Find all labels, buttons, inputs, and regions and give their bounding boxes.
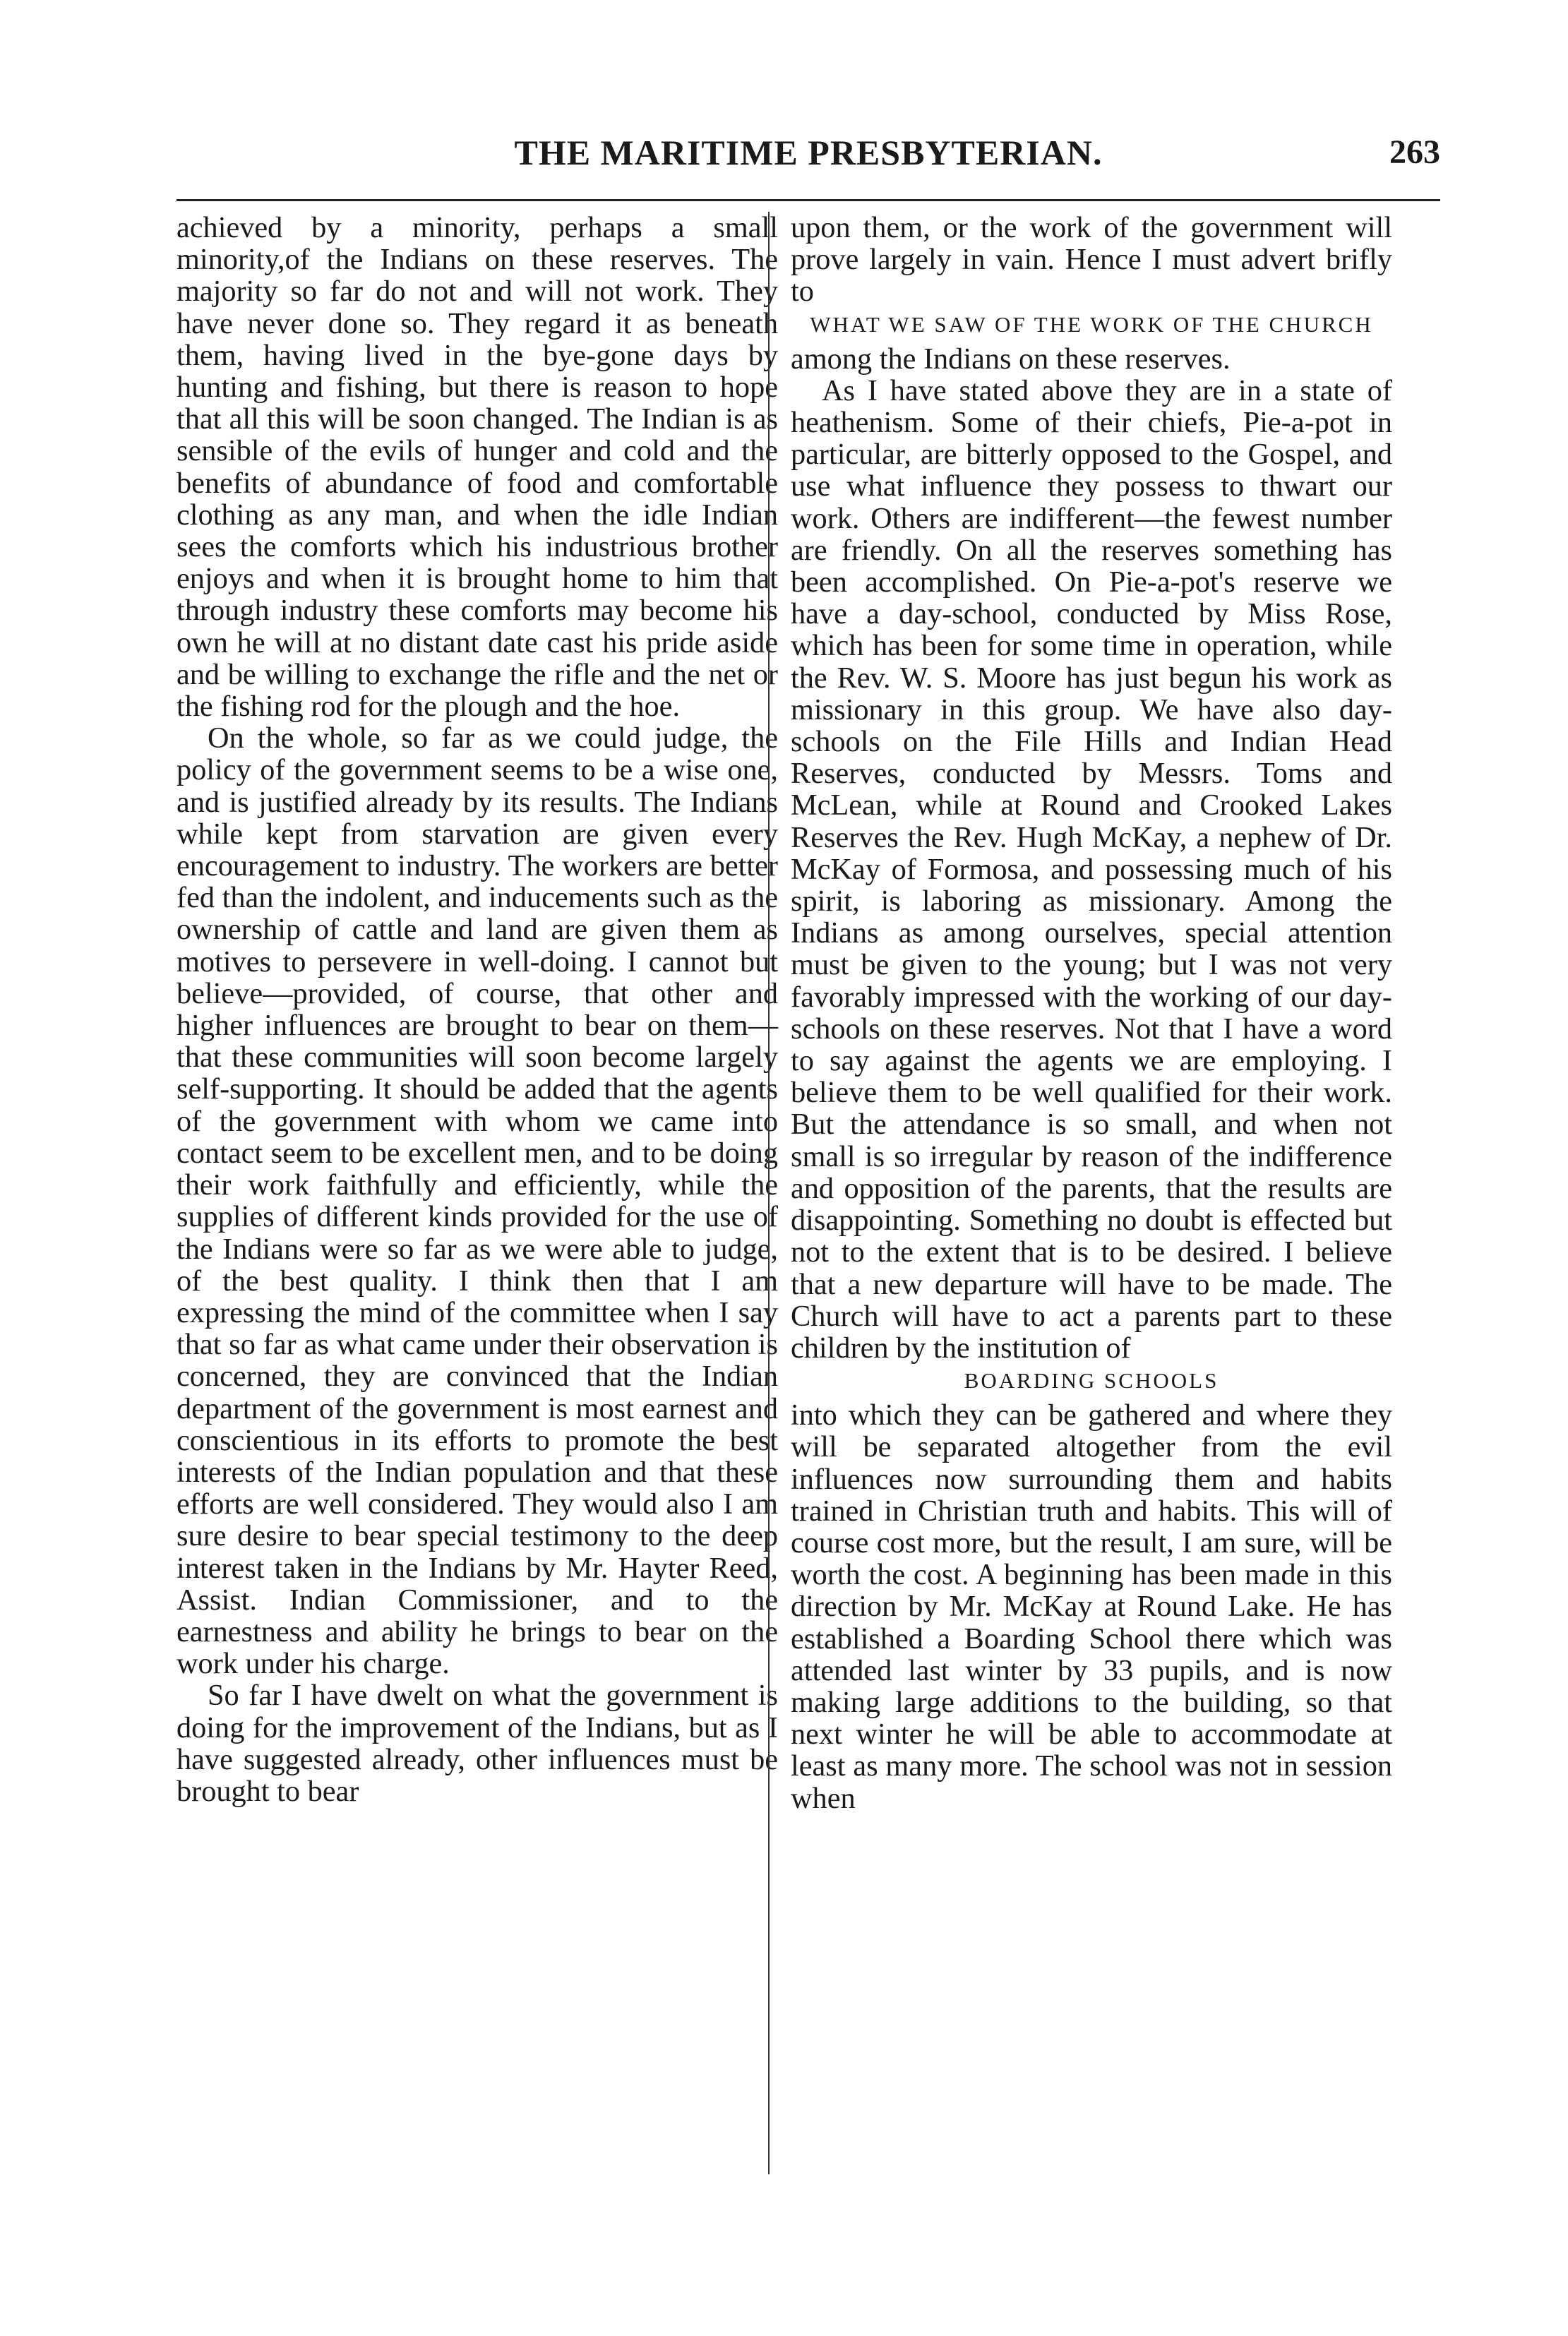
journal-title: THE MARITIME PRESBYTERIAN. — [514, 133, 1103, 172]
paragraph: On the whole, so far as we could judge, the policy of the government seems to be a wise one, and is justified already by its results. The Indians while kept from starvation are given every encouragement to industry. The workers are better fed than the indolent, and inducements such as the ownership of cattle and land are given them as motives to persevere in well-doing. I cannot but believe—provided, of course, that other and higher influences are brought to bear on them—that these communities will soon become largely self-supporting. It should be added that the agents of the government with whom we came into contact seem to be excellent men, and to be doing their work faithfully and efficiently, while the supplies of different kinds provided for the use of the Indians were so far as we were able to judge, of the best quality. I think then that I am expressing the mind of the committee when I say that so far as what came under their observation is concerned, they are convinced that the Indian department of the government is most earnest and conscientious in its efforts to promote the best interests of the Indian population and that these efforts are well considered. They would also I am sure desire to bear special testimony to the deep interest taken in the Indians by Mr. Hayter Reed, Assist. Indian Commissioner, and to the earnestness and ability he brings to bear on the work under his charge. — [176, 721, 778, 1681]
paragraph: So far I have dwelt on what the government is doing for the improvement of the Indians, but as I have suggested already, other influences must be brought to bear — [176, 1679, 778, 1808]
paragraph: among the Indians on these reserves. — [791, 342, 1231, 376]
paragraph: upon them, or the work of the government will prove largely in vain. Hence I must advert brifly to — [791, 211, 1392, 309]
right-column — [791, 212, 1392, 1814]
page-number: 263 — [1389, 133, 1440, 171]
paragraph: achieved by a minority, perhaps a small minority,of the Indians on these reserves. The majority so far do not and will not work. They have never done so. They regard it as beneath them, having lived in the bye-gone days by hunting and fishing, but there is reason to hope that all this will be soon changed. The Indian is as sensible of the evils of hunger and cold and the benefits of abundance of food and comfortable clothing as any man, and when the idle Indian sees the comforts which his industrious brother enjoys and when it is brought home to him that through industry these comforts may become his own he will at no distant date cast his pride aside and be willing to exchange the rifle and the net or the fishing rod for the plough and the hoe. — [176, 211, 778, 724]
column-divider — [768, 212, 770, 2174]
section-heading: WHAT WE SAW OF THE WORK OF THE CHURCH — [810, 311, 1373, 337]
running-header — [176, 131, 1440, 181]
left-column — [176, 212, 778, 1807]
header-rule — [176, 199, 1440, 201]
paragraph: into which they can be gathered and where they will be separated altogether from the evil influences now surrounding them and habits trained in Christian truth and habits. This will of course cost more, but the result, I am sure, will be worth the cost. A beginning has been made in this direction by Mr. McKay at Round Lake. He has established a Boarding School there which was attended last winter by 33 pupils, and is now making large additions to the building, so that next winter he will be able to accommodate at least as many more. The school was not in session when — [791, 1398, 1392, 1815]
paragraph: As I have stated above they are in a state of heathenism. Some of their chiefs, Pie-a-pot in particular, are bitterly opposed to the Gospel, and use what influence they possess to thwart our work. Others are indifferent—the fewest number are friendly. On all the reserves something has been accomplished. On Pie-a-pot's reserve we have a day-school, conducted by Miss Rose, which has been for some time in operation, while the Rev. W. S. Moore has just begun his work as missionary in this group. We have also day-schools on the File Hills and Indian Head Reserves, conducted by Messrs. Toms and McLean, while at Round and Crooked Lakes Reserves the Rev. Hugh McKay, a nephew of Dr. McKay of Formosa, and possessing much of his spirit, is laboring as missionary. Among the Indians as among ourselves, special attention must be given to the young; but I was not very favorably impressed with the working of our day-schools on these reserves. Not that I have a word to say against the agents we are employing. I believe them to be well qualified for their work. But the attendance is so small, and when not small is so irregular by reason of the indifference and opposition of the parents, that the results are disappointing. Something no doubt is effected but not to the extent that is to be desired. I believe that a new departure will have to be made. The Church will have to act a parents part to these children by the institution of — [791, 373, 1392, 1365]
section-heading: BOARDING SCHOOLS — [964, 1368, 1219, 1394]
